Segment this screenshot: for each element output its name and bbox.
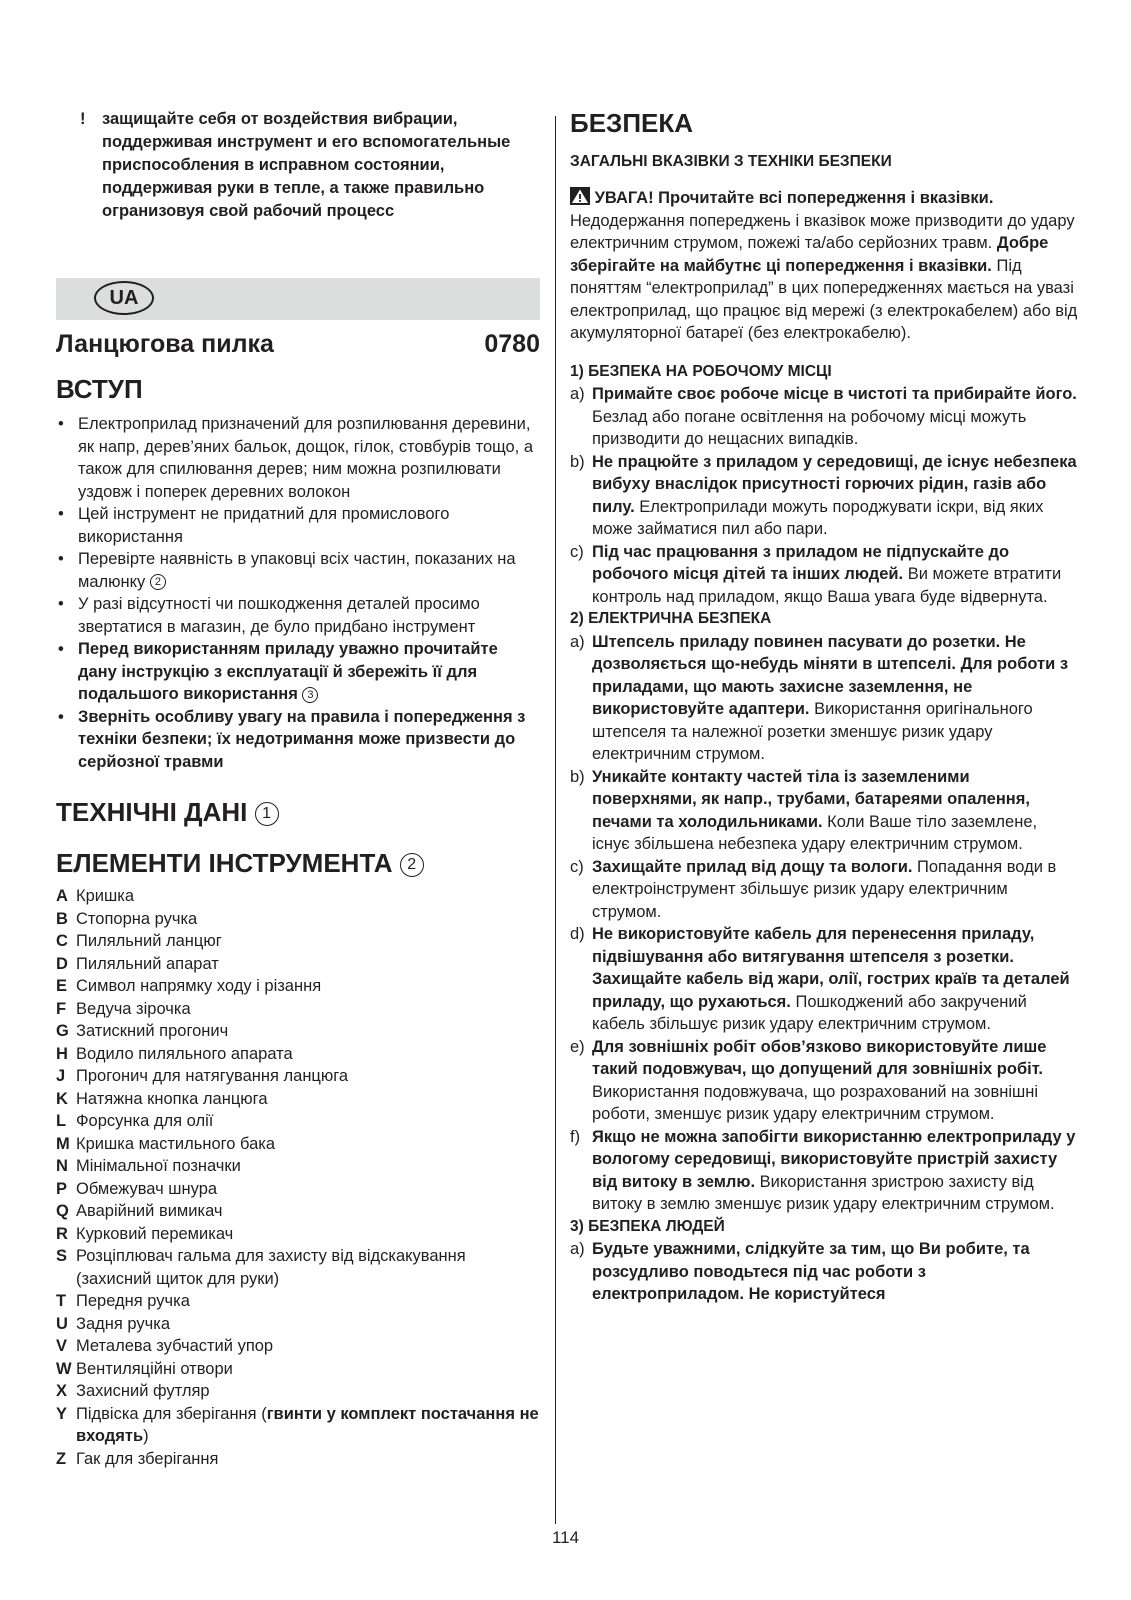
part-item [56,1448,540,1471]
safety-item: c) Під час працювання з приладом не підпускайте до робочого місця дітей та інших людей. Ви можете втратити контроль над приладом, якщо Ваша увага буде відвернута. [570,542,1062,606]
safety-sections [570,361,1078,1306]
product-code: 0780 [484,330,540,358]
part-label: Вентиляційні отвори [76,1359,233,1378]
intro-list [56,413,540,773]
safety-item: e) Для зовнішніх робіт обов’язково використовуйте лише такий подовжувач, що допущений для зовнішніх робіт. Використання подовжувача, що розрахований на зовнішні роботи, зменшує ризик удару електричним струмом. [570,1037,1047,1123]
part-item [56,1200,540,1223]
safety-item: a) Будьте уважними, слідкуйте за тим, що Ви робите, та розсудливо поводьтеся під час роботи з електроприладом. Не користуйтеся [570,1240,1030,1303]
part-item [56,1043,540,1066]
bullet-icon: • [58,640,64,658]
safety-section-title: 3) БЕЗПЕКА ЛЮДЕЙ [570,1217,725,1235]
intro-bullet: • У разі відсутності чи пошкодження деталей просимо звертатися в магазин, де було придбано інструмент [58,595,480,636]
part-key: L [56,1112,67,1130]
figure-ref-icon: 3 [302,687,318,703]
safety-section-title: 1) БЕЗПЕКА НА РОБОЧОМУ МІСЦІ [570,362,832,380]
part-label: Мінімальної позначки [76,1157,241,1175]
safety-item: f) Якщо не можна запобігти використанню електроприладу у вологому середовищі, використовуйте пристрій захисту від витоку в землю. Використання зристрою захисту від витоку в землю зменшує ризик удару електричним струмом. [570,1127,1076,1213]
part-label: Символ напрямку ходу і різання [76,977,322,995]
figure-ref-icon: 2 [400,853,424,877]
part-item [56,1178,540,1201]
part-item [56,998,540,1021]
bullet-icon: • [58,595,64,613]
part-label: Пиляльний ланцюг [76,932,222,950]
part-key: V [56,1337,68,1355]
product-title: Ланцюгова пилка [56,330,274,358]
part-label: Курковий перемикач [76,1224,234,1243]
part-item [56,1020,540,1043]
part-label: Затискний прогонич [76,1022,229,1040]
elements-heading: ЕЛЕМЕНТИ ІНСТРУМЕНТА 2 [56,848,540,879]
safety-item: a) Примайте своє робоче місце в чистоті та прибирайте його. Безлад або погане освітлення на робочому місці можуть призводити до нещасних випадків. [570,385,1077,448]
part-label: Стопорна ручка [76,909,198,928]
part-label: Водило пиляльного апарата [76,1044,293,1063]
part-label: Задня ручка [76,1314,170,1333]
part-key: J [56,1067,66,1085]
product-title-row [56,330,540,359]
part-item [56,1290,540,1313]
part-key: C [56,932,68,950]
part-item [56,930,540,953]
part-key: H [56,1044,68,1063]
safety-item: d) Не використовуйте кабель для перенесення приладу, підвішування або витягування штепселя з розетки. Захищайте кабель від жари, олії, гострих країв та деталей приладу, що рухаються. Пошкоджений або закручений кабель збільшує ризик удару електричним струмом. [570,925,1070,1033]
part-label: Передня ручка [76,1292,190,1310]
part-label: Форсунка для олії [76,1112,214,1130]
part-label: Розціплювач гальма для захисту від відскакування (захисний щиток для руки) [76,1247,466,1288]
part-key: P [56,1179,68,1198]
safety-heading: БЕЗПЕКА [570,108,693,138]
part-label: Захисний футляр [76,1382,210,1400]
part-item [56,953,540,976]
part-key: U [56,1314,68,1333]
part-key: F [56,999,67,1018]
part-label: Натяжна кнопка ланцюга [76,1089,268,1108]
part-label: Підвіска для зберігання (гвинти у комплект постачання не входять) [76,1404,539,1445]
left-column [56,108,540,1468]
part-item [56,1358,540,1381]
right-column [570,108,1078,1306]
part-key: E [56,977,68,995]
intro-bullet: • Цей інструмент не придатний для промислового використання [58,505,450,546]
warning-triangle-icon [570,187,590,205]
part-label: Аварійний вимикач [76,1202,223,1220]
part-item [56,1110,540,1133]
safety-item: b) Не працюйте з приладом у середовищі, де існує небезпека вибуху внаслідок присутності горючих рідин, газів або пилу. Електроприлади можуть породжувати іскри, від яких може займатися пил або пари. [570,452,1077,538]
intro-bullet: • Зверніть особливу увагу на правила і попередження з техніки безпеки; їх недотримання може призвести до серйозної травми [58,707,526,771]
language-band [56,278,540,320]
part-label: Гак для зберігання [76,1449,219,1468]
part-label: Прогонич для натягування ланцюга [76,1067,349,1085]
language-badge: UA [94,281,154,315]
part-key: A [56,887,68,905]
tech-data-heading: ТЕХНІЧНІ ДАНІ 1 [56,797,540,828]
part-item [56,1245,540,1290]
part-key: Q [56,1202,69,1220]
part-item [56,1133,540,1156]
part-label: Кришка [76,887,134,905]
safety-item: a) Штепсель приладу повинен пасувати до розетки. Не дозволяється що-небудь міняти в штепселі. Для роботи з приладами, що мають захисне заземлення, не використовуйте адаптери. Використання оригінального штепселя та належної розетки зменшує ризик удару електричним струмом. [570,632,1069,763]
bullet-icon: • [58,505,64,523]
part-key: X [56,1382,68,1400]
vibration-warning [80,108,540,223]
part-item [56,1313,540,1336]
part-item [56,885,540,908]
part-label: Ведуча зірочка [76,999,191,1018]
bullet-icon: • [58,415,64,433]
bullet-icon: • [58,707,64,726]
part-item [56,1335,540,1358]
part-item [56,1065,540,1088]
part-label: Кришка мастильного бака [76,1134,276,1153]
part-item [56,975,540,998]
intro-bullet: • Електроприлад призначений для розпилювання деревини, як напр, дерев’яних бальок, дощок, гілок, стовбурів тощо, а також для спилювання дерев; ним можна розпилювати уздовж і поперек деревних волокон [58,415,534,501]
part-key: B [56,909,68,928]
part-key: G [56,1022,69,1040]
part-key: Z [56,1449,67,1468]
part-item [56,1223,540,1246]
part-label: Металева зубчастий упор [76,1337,274,1355]
part-key: W [56,1359,72,1378]
part-label: Пиляльний апарат [76,954,219,973]
column-divider [555,116,556,1524]
part-key: M [56,1134,70,1153]
part-item [56,1155,540,1178]
part-item [56,1380,540,1403]
part-key: K [56,1089,68,1108]
part-key: N [56,1157,68,1175]
general-warning: УВАГА! Прочитайте всі попередження і вказівки. Недодержання попереджень і вказівок може призводити до удару електричним струмом, пожежі та/або серйозних травм. Добре зберігайте на майбутнє ці попередження і вказівки. Під поняттям “електроприлад” в цих попередженнях мається на увазі електроприлад, що працює від мережі (з електрокабелем) або від акумуляторної батареї (без електрокабелю). [570,189,1078,342]
bullet-icon: • [58,550,64,568]
page-number: 114 [551,1528,580,1547]
part-key: R [56,1224,68,1243]
part-key: S [56,1247,68,1265]
intro-heading: ВСТУП [56,374,143,404]
figure-ref-icon: 2 [150,574,166,590]
exclamation-icon: ! [80,110,86,128]
parts-list [56,885,540,1470]
intro-bullet: • Перед використанням приладу уважно прочитайте дану інструкцію з експлуатації й збережіть її для подальшого використання 3 [58,640,498,703]
part-item [56,1088,540,1111]
part-key: D [56,954,68,973]
part-key: T [56,1292,67,1310]
part-key: Y [56,1404,68,1423]
safety-section-title: 2) ЕЛЕКТРИЧНА БЕЗПЕКА [570,610,772,627]
figure-ref-icon: 1 [255,802,279,826]
intro-bullet: • Перевірте наявність в упаковці всіх частин, показаних на малюнку 2 [58,550,516,591]
safety-subheading: ЗАГАЛЬНІ ВКАЗІВКИ З ТЕХНІКИ БЕЗПЕКИ [570,153,892,170]
vibration-warning-text: защищайте себя от воздействия вибрации, поддерживая инструмент и его вспомогательные приспособления в исправном состоянии, поддерживая руки в тепле, а также правильно огранизовуя свой рабочий процесс [102,110,511,220]
part-item [56,908,540,931]
safety-item: b) Уникайте контакту частей тіла із заземленими поверхнями, як напр., трубами, батареями опалення, печами та холодильниками. Коли Ваше тіло заземлене, існує збільшена небезпека удару електричним струмом. [570,767,1038,853]
part-label: Обмежувач шнура [76,1179,218,1198]
part-item [56,1403,540,1448]
safety-item: c) Захищайте прилад від дощу та вологи. Попадання води в електроінструмент збільшує ризик удару електричним струмом. [570,857,1057,921]
